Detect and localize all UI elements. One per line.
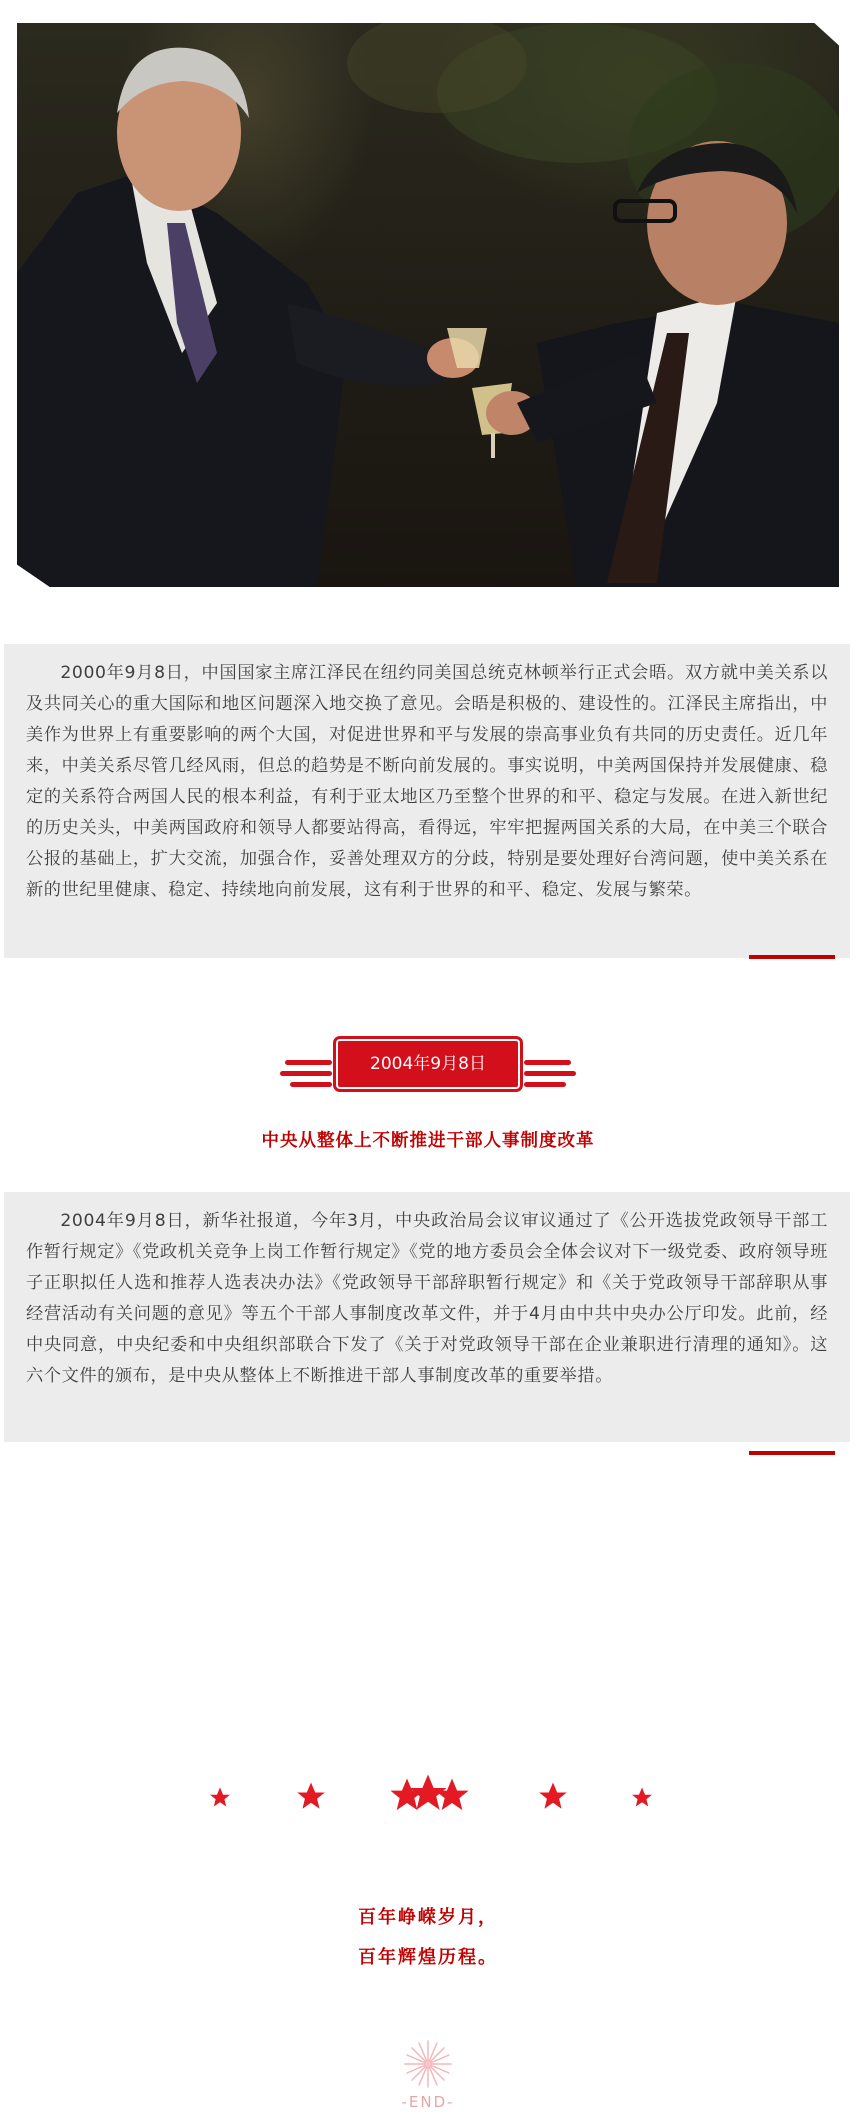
article-1-box xyxy=(4,644,850,958)
left-stripe-3 xyxy=(290,1082,332,1087)
date-badge: 2004年9月8日 xyxy=(336,1039,520,1089)
article-1-underline xyxy=(749,955,835,959)
poem-line-1: 百年峥嵘岁月， xyxy=(358,1907,498,1928)
right-stripe-2 xyxy=(524,1071,576,1076)
left-stripe-2 xyxy=(280,1071,332,1076)
star-icon xyxy=(435,1779,468,1811)
star-icon xyxy=(210,1788,230,1807)
photo-illustration xyxy=(17,23,839,587)
stars-row xyxy=(0,1770,856,1820)
historic-photo xyxy=(17,23,839,587)
star-icon xyxy=(632,1788,652,1807)
section-title: 中央从整体上不断推进干部人事制度改革 xyxy=(261,1131,595,1151)
article-2-underline xyxy=(749,1451,835,1455)
article-1-text: 2000年9月8日，中国国家主席江泽民在纽约同美国总统克林顿举行正式会晤。双方就中美关系以及共同关心的重大国际和地区问题深入地交换了意见。会晤是积极的、建设性的。江泽民主席指出，中美作为世界上有重要影响的两个大国，对促进世界和平与发展的崇高事业负有共同的历史责任。近几年来，中美关系尽管几经风雨，但总的趋势是不断向前发展的。事实说明，中美两国保持并发展健康、稳定的关系符合两国人民的根本利益，有利于亚太地区乃至整个世界的和平、稳定与发展。在进入新世纪的历史关头，中美两国政府和领导人都要站得高，看得远，牢牢把握两国关系的大局，在中美三个联合公报的基础上，扩大交流，加强合作，妥善处理双方的分歧，特别是要处理好台湾问题，使中美关系在新的世纪里健康、稳定、持续地向前发展，这有利于世界的和平、稳定、发展与繁荣。 xyxy=(26,663,828,900)
star-icon xyxy=(539,1783,567,1809)
end-label: -END- xyxy=(401,2093,455,2111)
article-2-box xyxy=(4,1192,850,1442)
right-stripe-1 xyxy=(524,1060,571,1065)
article-2-text: 2004年9月8日，新华社报道，今年3月，中央政治局会议审议通过了《公开选拔党政领导干部工作暂行规定》《党政机关竞争上岗工作暂行规定》《党的地方委员会全体会议对下一级党委、政府领导班子正职拟任人选和推荐人选表决办法》《党政领导干部辞职暂行规定》和《关于党政领导干部辞职从事经营活动有关问题的意见》等五个干部人事制度改革文件，并于4月由中共中央办公厅印发。此前，经中央同意，中央纪委和中央组织部联合下发了《关于对党政领导干部在企业兼职进行清理的通知》。这六个文件的颁布，是中央从整体上不断推进干部人事制度改革的重要举措。 xyxy=(26,1211,828,1386)
star-icon xyxy=(297,1783,325,1809)
poem-line-2: 百年辉煌历程。 xyxy=(358,1947,498,1968)
firework-icon xyxy=(402,2038,454,2090)
left-stripe-1 xyxy=(285,1060,332,1065)
right-stripe-3 xyxy=(524,1082,566,1087)
